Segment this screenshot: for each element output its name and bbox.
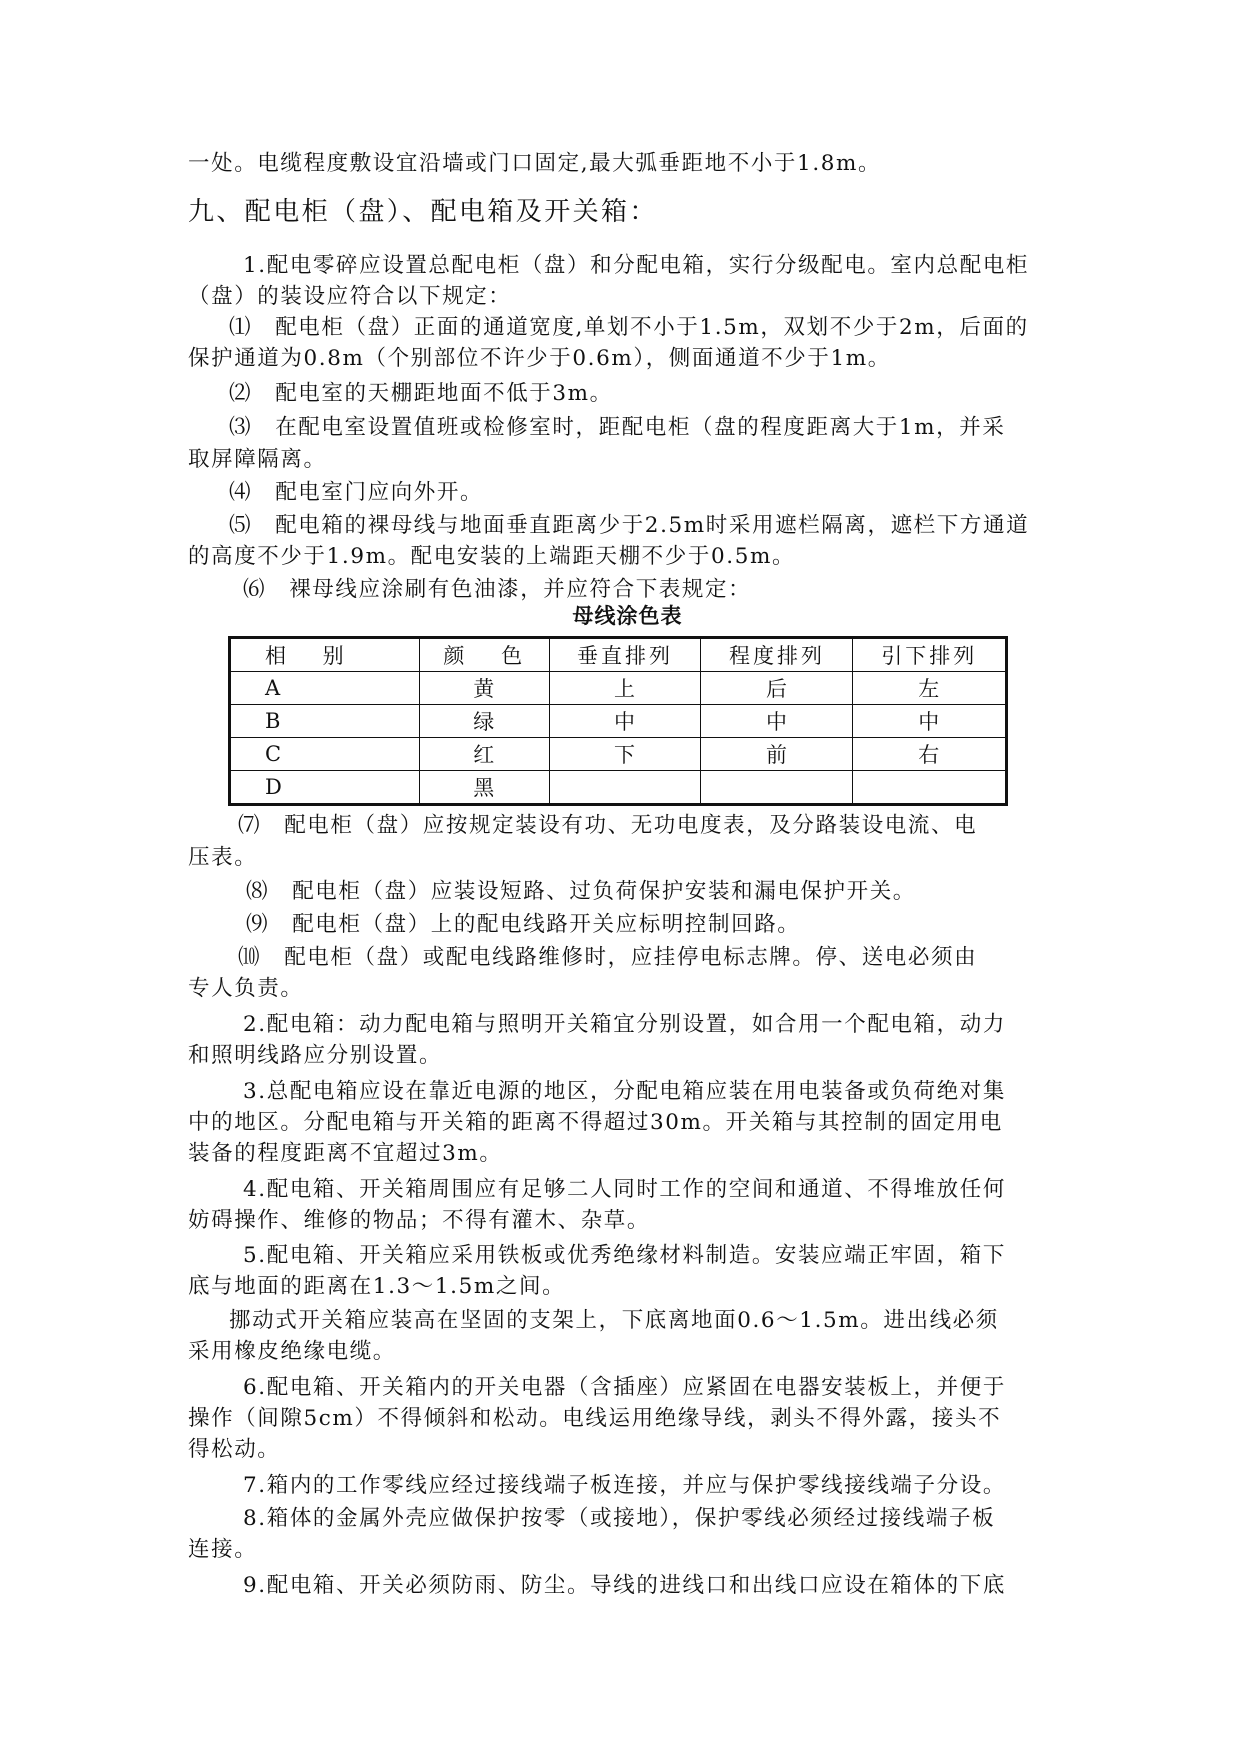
text-line: 9.配电箱、开关必须防雨、防尘。导线的进线口和出线口应设在箱体的下底 — [243, 1573, 1006, 1598]
table-cell: 绿 — [420, 705, 550, 738]
text-line: 保护通道为0.8m（个别部位不许少于0.6m），侧面通道不少于1m。 — [188, 346, 891, 371]
text-line: 一处。电缆程度敷设宜沿墙或门口固定,最大弧垂距地不小于1.8m。 — [188, 151, 882, 176]
text-line: 挪动式开关箱应装高在坚固的支架上，下底离地面0.6～1.5m。进出线必须 — [229, 1308, 999, 1333]
text-line: 专人负责。 — [188, 976, 304, 1001]
table-header-cell: 引下排列 — [853, 638, 1007, 672]
text-line: ⑻ 配电柜（盘）应装设短路、过负荷保护安装和漏电保护开关。 — [246, 879, 916, 904]
table-cell — [549, 771, 701, 805]
table-cell — [701, 771, 853, 805]
table-cell: 黄 — [420, 672, 550, 705]
text-line: 2.配电箱：动力配电箱与照明开关箱宜分别设置，如合用一个配电箱，动力 — [243, 1012, 1006, 1037]
table-cell: 下 — [549, 738, 701, 771]
text-line: 的高度不少于1.9m。配电安装的上端距天棚不少于0.5m。 — [188, 544, 796, 569]
text-line: 1.配电零碎应设置总配电柜（盘）和分配电箱，实行分级配电。室内总配电柜 — [243, 253, 1030, 278]
text-line: 4.配电箱、开关箱周围应有足够二人同时工作的空间和通道、不得堆放任何 — [243, 1177, 1006, 1202]
table-cell: 右 — [853, 738, 1007, 771]
text-line: 中的地区。分配电箱与开关箱的距离不得超过30m。开关箱与其控制的固定用电 — [188, 1110, 1003, 1135]
busbar-color-table — [228, 636, 1008, 806]
table-row — [230, 738, 1007, 771]
table-row — [230, 771, 1007, 805]
text-line: 妨碍操作、维修的物品；不得有灌木、杂草。 — [188, 1208, 651, 1233]
table-cell: D — [230, 771, 420, 805]
table-header-cell: 垂直排列 — [549, 638, 701, 672]
table-cell: 红 — [420, 738, 550, 771]
text-line: 得松动。 — [188, 1437, 281, 1462]
section-heading: 九、配电柜（盘）、配电箱及开关箱： — [188, 197, 658, 227]
text-line: ⑷ 配电室门应向外开。 — [229, 480, 484, 505]
text-line: ⑴ 配电柜（盘）正面的通道宽度,单划不小于1.5m，双划不少于2m，后面的 — [229, 315, 1029, 340]
text-line: 3.总配电箱应设在靠近电源的地区，分配电箱应装在用电装备或负荷绝对集 — [243, 1079, 1006, 1104]
text-line: 底与地面的距离在1.3～1.5m之间。 — [188, 1274, 566, 1299]
table-header-row — [230, 638, 1007, 672]
table-cell: A — [230, 672, 420, 705]
table-row — [230, 705, 1007, 738]
text-line: ⑺ 配电柜（盘）应按规定装设有功、无功电度表，及分路装设电流、电 — [238, 813, 978, 838]
table-cell: 黑 — [420, 771, 550, 805]
text-line: （盘）的装设应符合以下规定： — [188, 284, 512, 309]
table-cell: 后 — [701, 672, 853, 705]
text-line: 7.箱内的工作零线应经过接线端子板连接，并应与保护零线接线端子分设。 — [243, 1473, 1006, 1498]
text-line: 5.配电箱、开关箱应采用铁板或优秀绝缘材料制造。安装应端正牢固，箱下 — [243, 1243, 1006, 1268]
table-cell: 左 — [853, 672, 1007, 705]
text-line: 8.箱体的金属外壳应做保护按零（或接地），保护零线必须经过接线端子板 — [243, 1506, 996, 1531]
text-line: ⑽ 配电柜（盘）或配电线路维修时，应挂停电标志牌。停、送电必须由 — [238, 945, 978, 970]
text-line: 操作（间隙5cm）不得倾斜和松动。电线运用绝缘导线，剥头不得外露，接头不 — [188, 1406, 1002, 1431]
text-line: ⑹ 裸母线应涂刷有色油漆，并应符合下表规定： — [243, 577, 752, 602]
text-line: ⑶ 在配电室设置值班或检修室时，距配电柜（盘的程度距离大于1m，并采 — [229, 415, 1006, 440]
text-line: 连接。 — [188, 1537, 258, 1562]
table-header-cell: 程度排列 — [701, 638, 853, 672]
text-line: 采用橡皮绝缘电缆。 — [188, 1339, 396, 1364]
text-line: 6.配电箱、开关箱内的开关电器（含插座）应紧固在电器安装板上，并便于 — [243, 1375, 1006, 1400]
table-cell: 中 — [701, 705, 853, 738]
table-cell: 中 — [549, 705, 701, 738]
table-cell — [853, 771, 1007, 805]
table-header-cell: 颜 色 — [420, 638, 550, 672]
table-cell: 前 — [701, 738, 853, 771]
table-cell: B — [230, 705, 420, 738]
text-line: 和照明线路应分别设置。 — [188, 1043, 443, 1068]
text-line: 取屏障隔离。 — [188, 447, 327, 472]
text-line: ⑸ 配电箱的裸母线与地面垂直距离少于2.5m时采用遮栏隔离，遮栏下方通道 — [229, 513, 1030, 538]
table-row — [230, 672, 1007, 705]
table-cell: C — [230, 738, 420, 771]
table-title: 母线涂色表 — [572, 604, 683, 628]
text-line: ⑼ 配电柜（盘）上的配电线路开关应标明控制回路。 — [246, 912, 801, 937]
table-cell: 中 — [853, 705, 1007, 738]
table-header-cell: 相 别 — [230, 638, 420, 672]
table-cell: 上 — [549, 672, 701, 705]
text-line: 装备的程度距离不宜超过3m。 — [188, 1141, 503, 1166]
text-line: ⑵ 配电室的天棚距地面不低于3m。 — [229, 381, 613, 406]
text-line: 压表。 — [188, 845, 258, 870]
